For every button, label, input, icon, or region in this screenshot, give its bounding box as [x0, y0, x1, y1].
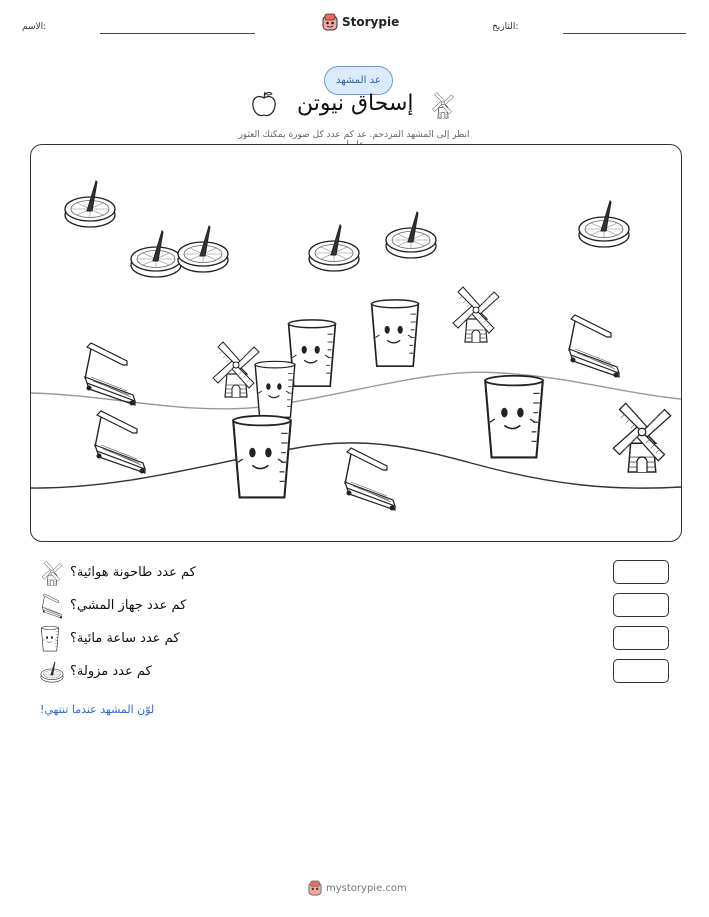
question-text: كم عدد جهاز المشي؟ — [70, 598, 187, 613]
answer-box[interactable] — [613, 560, 669, 584]
question-text: كم عدد مزولة؟ — [70, 664, 152, 679]
brand-name: Storypie — [342, 15, 400, 29]
water-clock — [372, 300, 419, 366]
treadmill — [95, 411, 145, 474]
worksheet-badge: عد المشهد — [324, 66, 393, 95]
sundial — [309, 225, 359, 271]
question-list — [40, 560, 680, 690]
coloring-instruction: لوّن المشهد عندما تنتهي! — [40, 703, 155, 716]
water-clock — [255, 361, 295, 417]
treadmill — [85, 343, 135, 406]
counting-scene — [30, 144, 682, 542]
windmill — [213, 342, 259, 397]
sundial-icon — [40, 660, 64, 684]
footer-site[interactable]: mystorypie.com — [326, 882, 407, 894]
answer-box[interactable] — [613, 659, 669, 683]
sundial — [178, 226, 228, 272]
sundial — [131, 231, 181, 277]
sundial — [386, 212, 436, 258]
storypie-mascot-icon — [322, 13, 338, 31]
water-clock — [289, 320, 336, 386]
water-clock — [485, 376, 543, 458]
page-title: إسحاق نيوتن — [297, 91, 414, 116]
answer-box[interactable] — [613, 626, 669, 650]
apple-icon — [251, 90, 277, 118]
sundial — [579, 201, 629, 247]
windmill-icon — [40, 560, 64, 586]
question-text: كم عدد طاحونة هوائية؟ — [70, 565, 196, 580]
windmill — [453, 287, 499, 342]
hill-line-front — [31, 443, 681, 488]
water-clock-icon — [40, 626, 60, 652]
brand-logo — [322, 13, 399, 31]
windmill — [613, 403, 671, 472]
question-text: كم عدد ساعة مائية؟ — [70, 631, 180, 646]
answer-box[interactable] — [613, 593, 669, 617]
title-windmill-icon — [430, 91, 456, 119]
treadmill — [345, 448, 395, 511]
date-label: التاريخ: — [492, 22, 519, 32]
treadmill-icon — [40, 593, 64, 619]
water-clock — [233, 416, 291, 498]
sundial — [65, 181, 115, 227]
instructions: انظر إلى المشهد المزدحم. عد كم عدد كل صورة يمكنك العثور عليها. — [238, 130, 470, 150]
name-label: الاسم: — [22, 22, 47, 32]
storypie-mascot-icon — [308, 880, 322, 896]
name-field[interactable] — [100, 33, 255, 34]
treadmill — [569, 315, 619, 378]
date-field[interactable] — [563, 33, 686, 34]
footer — [308, 880, 407, 896]
